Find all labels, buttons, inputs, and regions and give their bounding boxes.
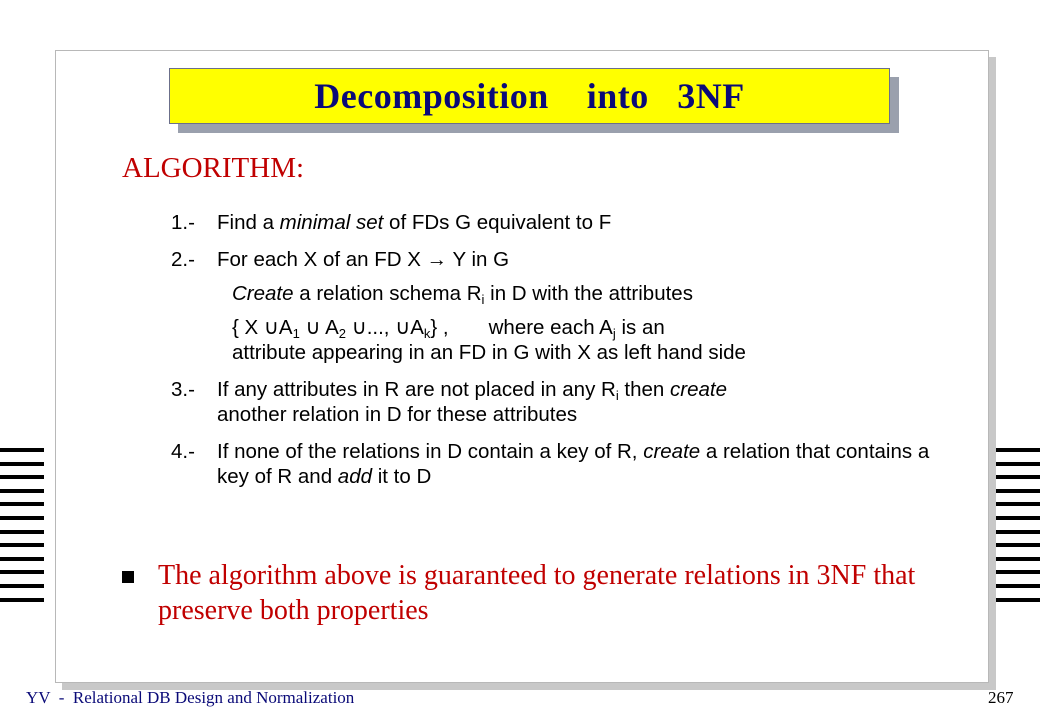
step-text: If none of the relations in D contain a key of R, create a relation that contains a key of R and add it to D — [217, 440, 930, 488]
step-text: For each X of an FD X → Y in G — [217, 248, 510, 271]
step-number: 3.- — [171, 378, 195, 401]
step-2 — [171, 247, 931, 272]
step-number: 2.- — [171, 248, 195, 271]
step-2-create-line: Create a relation schema $R_i$ in D with the attributes — [232, 282, 693, 307]
conclusion-text: The algorithm above is guaranteed to generate relations in 3NF that preserve both properties — [158, 560, 916, 626]
step-number: 4.- — [171, 440, 195, 463]
step-1 — [171, 210, 931, 235]
title-banner — [169, 68, 890, 124]
footer-course-title: YV - Relational DB Design and Normalization — [26, 688, 355, 707]
step-text: If any attributes in R are not placed in any $R_i$ then create another relation in D for these attributes — [217, 378, 728, 426]
step-4 — [171, 439, 931, 489]
algorithm-heading: ALGORITHM: — [122, 152, 305, 184]
step-2-attribute-set: { X $\cup A_1$ ∪ $A_2$ ∪..., $\cup A_k$} , where each $A_j$ is an attribute appearing in an FD in G with X as left hand side — [232, 316, 746, 364]
step-3 — [171, 377, 931, 427]
conclusion-bullet — [122, 558, 922, 628]
footer-page-number: 267 — [988, 688, 1014, 707]
step-number: 1.- — [171, 211, 195, 234]
slide-title: Decomposition into 3NF — [314, 76, 745, 116]
bullet-square-icon — [122, 571, 134, 583]
left-stripes-decoration — [0, 448, 44, 611]
step-text: Find a minimal set of FDs G equivalent to F — [217, 211, 612, 234]
right-stripes-decoration — [996, 448, 1040, 611]
algorithm-steps — [171, 210, 931, 501]
